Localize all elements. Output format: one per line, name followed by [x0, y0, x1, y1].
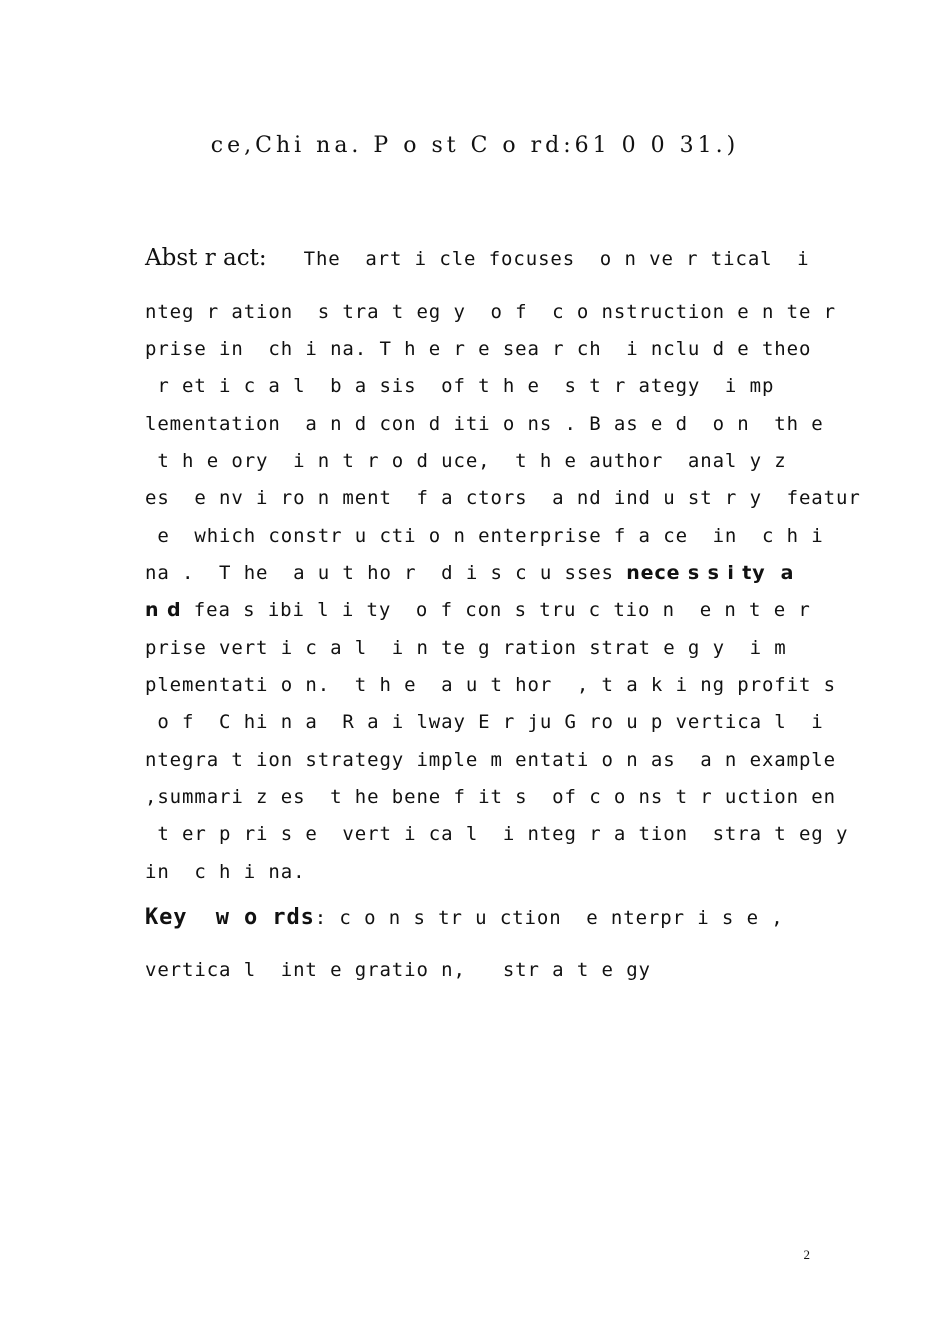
abstract-line: prise vert i c a l i n te g ration strat e g y i m — [145, 637, 787, 659]
abstract-bold-run: nece s s i ty a — [626, 562, 795, 584]
abstract-line-text: na . T he a u t ho r d i s c u sses — [145, 562, 627, 584]
abstract-line: ntegra t ion strategy imple m entati o n as a n example — [145, 749, 836, 771]
abstract-line: t h e ory i n t r o d uce, t h e author anal y z — [145, 450, 787, 472]
abstract-line: nteg r ation s tra t eg y o f c o nstruction e n te r — [145, 301, 836, 323]
abstract-line-text: The art i cle focuses o n ve r tical i — [303, 248, 810, 270]
abstract-line: plementati o n. t h e a u t hor , t a k i ng profit s — [145, 674, 836, 696]
abstract-line: r et i c a l b a sis of t h e s t r ategy i mp — [145, 375, 775, 397]
abstract-line: in c h i na. — [145, 861, 306, 883]
keywords-text: : c o n s tr u ction e nterpr i s e , — [314, 907, 784, 929]
abstract-line — [145, 243, 810, 274]
page-number: 2 — [803, 1247, 810, 1262]
abstract-line: ,summari z es t he bene f it s of c o ns t r uction en — [145, 786, 836, 808]
abstract-line: lementation a n d con d iti o ns . B as e d o n th e — [145, 413, 824, 435]
abstract-line — [145, 558, 810, 588]
abstract-label: Abst r act: — [145, 245, 267, 271]
abstract-line: prise in ch i na. T h e r e sea r ch i nclu d e theo — [145, 338, 812, 360]
abstract-line: t er p ri s e vert i ca l i nteg r a tion stra t eg y — [145, 823, 849, 845]
keywords-line — [145, 903, 810, 933]
abstract-line-text: fea s ibi l i ty o f con s tru c tio n e n t e r — [181, 599, 811, 621]
abstract-line — [145, 595, 810, 625]
abstract-bold-run: n d — [145, 599, 182, 621]
keywords-line: vertica l int e gratio n, str a t e gy — [145, 959, 651, 981]
abstract-line: es e nv i ro n ment f a ctors a nd ind u st r y featur — [145, 487, 861, 509]
abstract-line: o f C hi n a R a i lway E r ju G ro u p vertica l i — [145, 711, 824, 733]
keywords-label: Key w o rds — [145, 905, 315, 930]
abstract-line: e which constr u cti o n enterprise f a ce in c h i — [145, 525, 824, 547]
affiliation-line: ce,Chi na. P o st C o rd:61 0 0 31.) — [210, 133, 740, 158]
